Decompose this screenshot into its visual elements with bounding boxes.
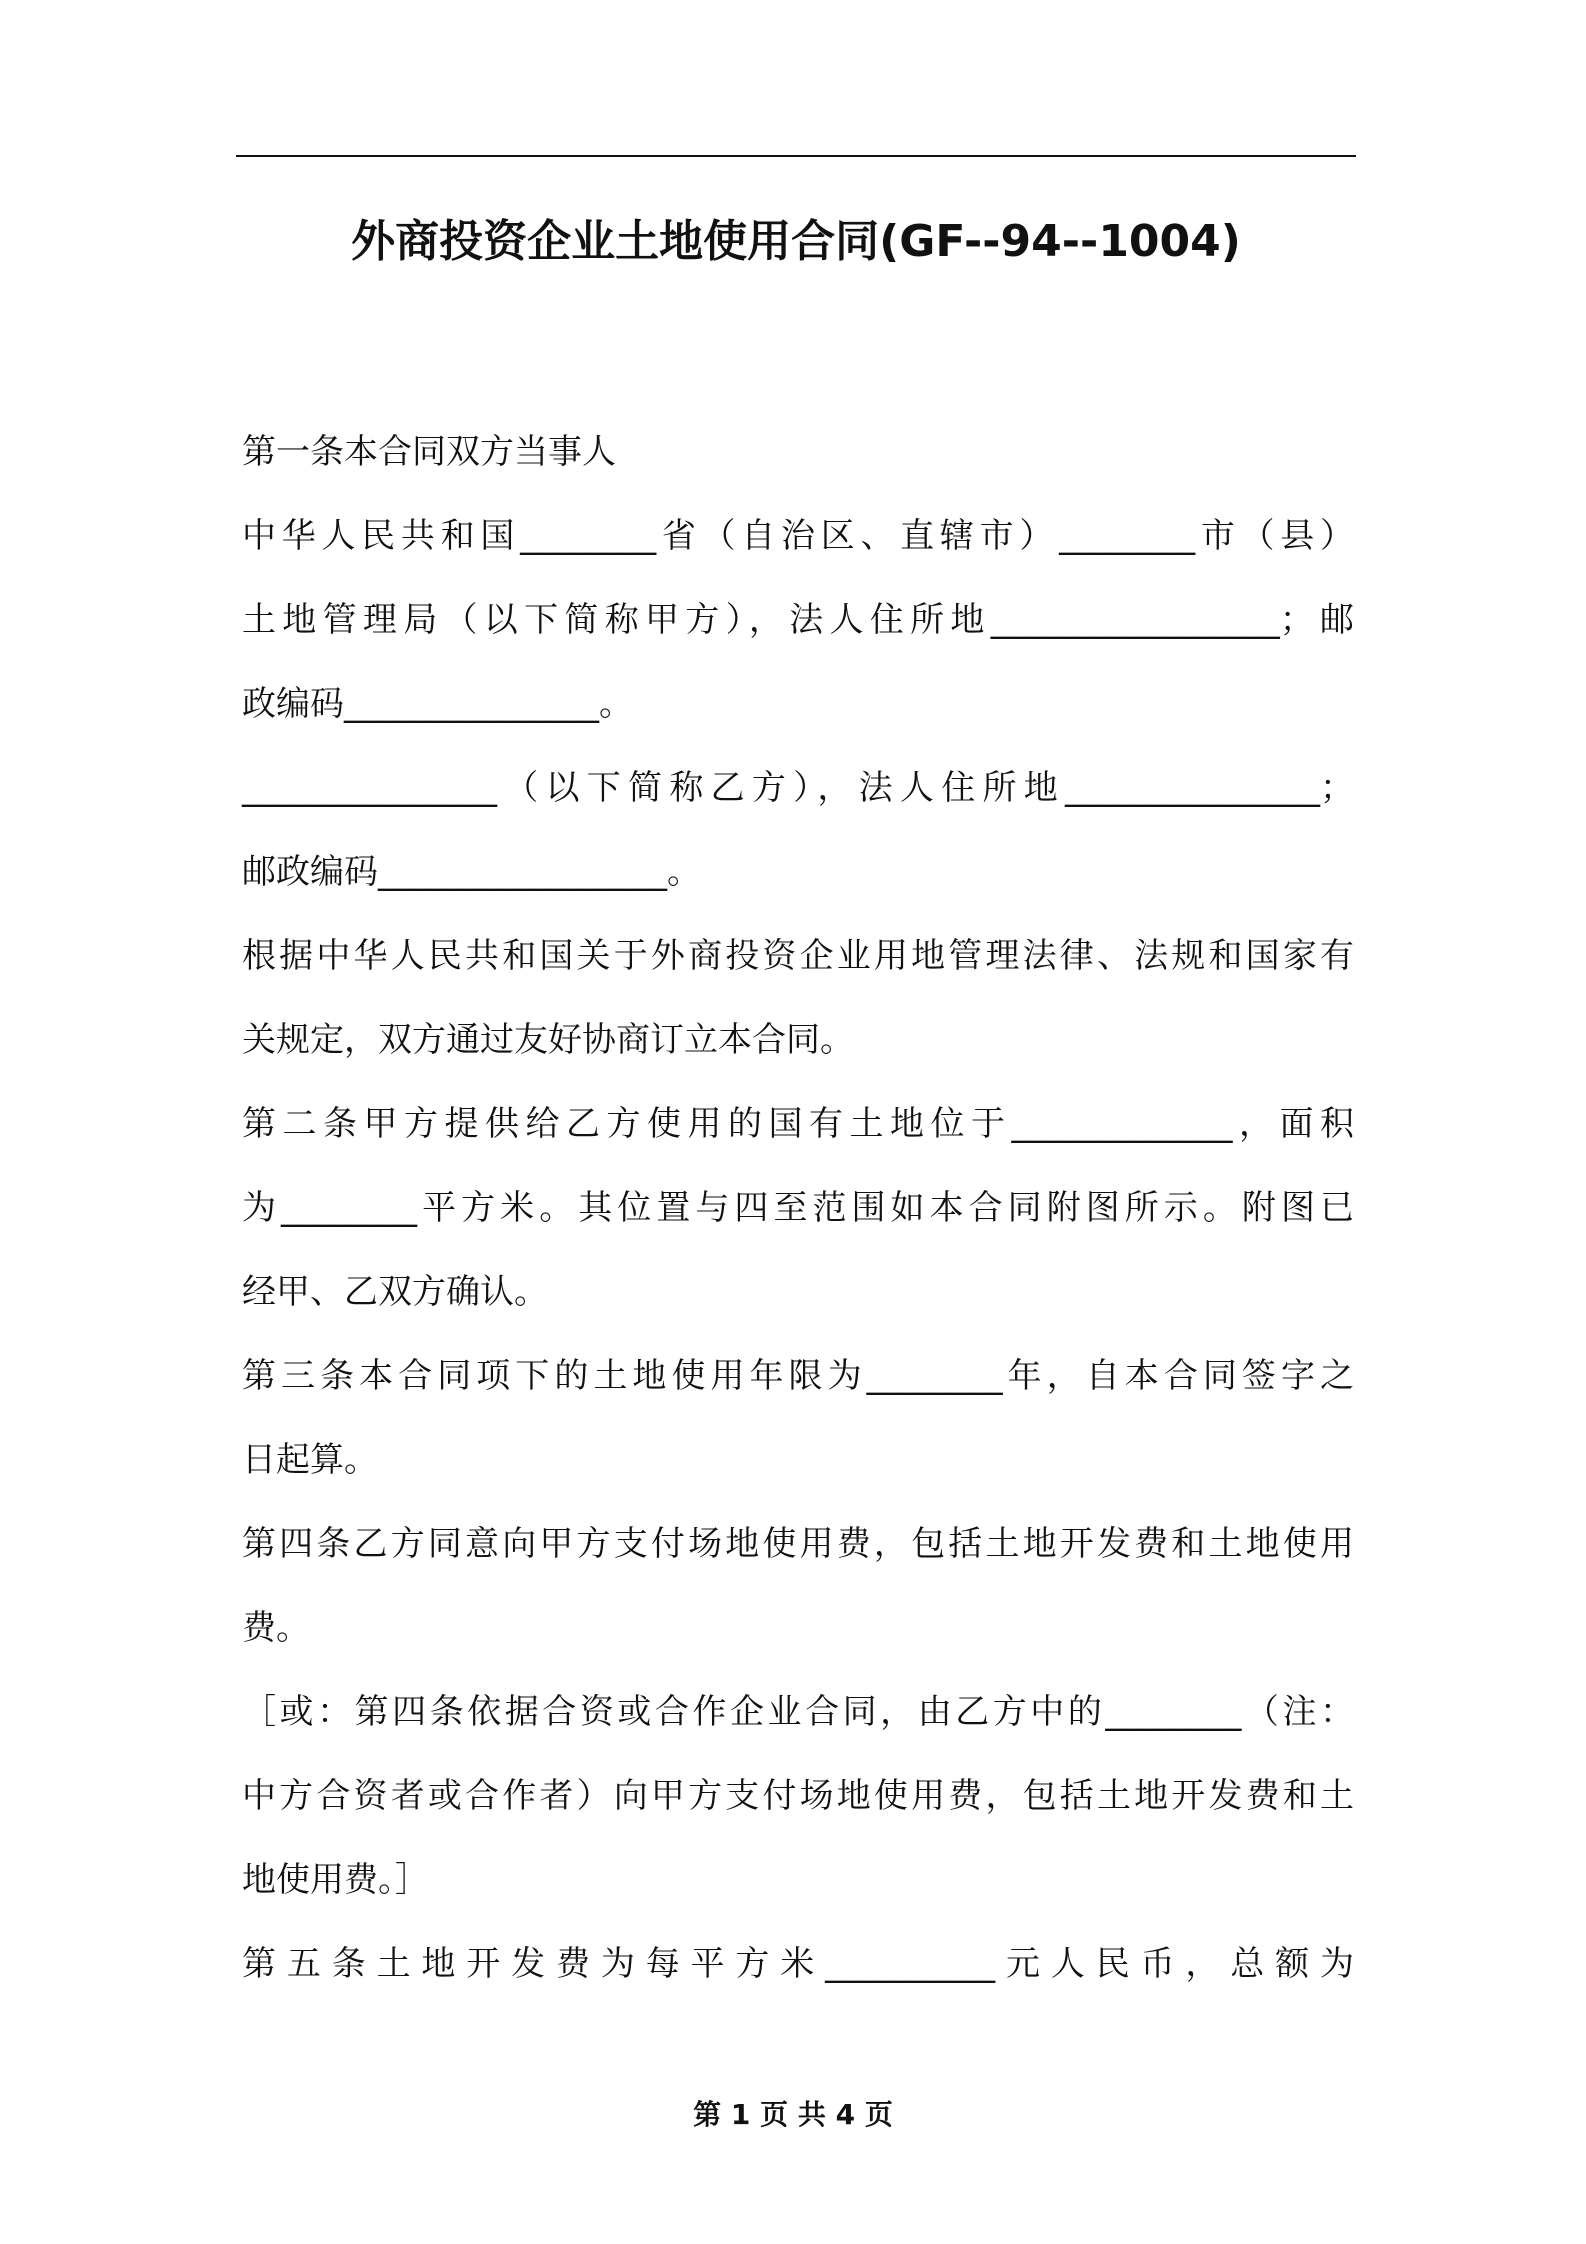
- document-title: 外商投资企业土地使用合同(GF--94--1004): [351, 216, 1241, 267]
- page-footer: 第 1 页 共 4 页: [693, 2098, 893, 2131]
- body-line: ［或：第四条依据合资或合作企业合同，由乙方中的________（注：: [242, 1692, 1354, 1732]
- body-line: 经甲、乙双方确认。: [242, 1272, 548, 1312]
- body-line: 根据中华人民共和国关于外商投资企业用地管理法律、法规和国家有: [242, 936, 1354, 976]
- body-line: 为________平方米。其位置与四至范围如本合同附图所示。附图已: [242, 1188, 1354, 1228]
- body-line: 第一条本合同双方当事人: [242, 432, 616, 472]
- body-line: 关规定，双方通过友好协商订立本合同。: [242, 1020, 854, 1060]
- body-line: 日起算。: [242, 1440, 378, 1480]
- body-line: 第三条本合同项下的土地使用年限为________年，自本合同签字之: [242, 1356, 1354, 1396]
- body-line: 第四条乙方同意向甲方支付场地使用费，包括土地开发费和土地使用: [242, 1524, 1354, 1564]
- body-line: 政编码_______________。: [242, 684, 633, 724]
- document-body: [242, 410, 1354, 2006]
- body-line: 中华人民共和国________省（自治区、直辖市）________市（县）: [242, 516, 1354, 556]
- body-line: 土地管理局（以下简称甲方），法人住所地_________________；邮: [242, 600, 1354, 640]
- body-line: 第二条甲方提供给乙方使用的国有土地位于_____________，面积: [242, 1104, 1354, 1144]
- header-rule: [236, 155, 1356, 157]
- body-line: 地使用费。］: [242, 1860, 429, 1900]
- body-line: 第五条土地开发费为每平方米__________元人民币，总额为: [242, 1944, 1354, 1984]
- body-line: 邮政编码_________________。: [242, 852, 701, 892]
- body-line: 中方合资者或合作者）向甲方支付场地使用费，包括土地开发费和土: [242, 1776, 1354, 1816]
- body-line: 费。: [242, 1608, 310, 1648]
- body-line: _______________（以下简称乙方），法人住所地_______________；: [242, 768, 1354, 808]
